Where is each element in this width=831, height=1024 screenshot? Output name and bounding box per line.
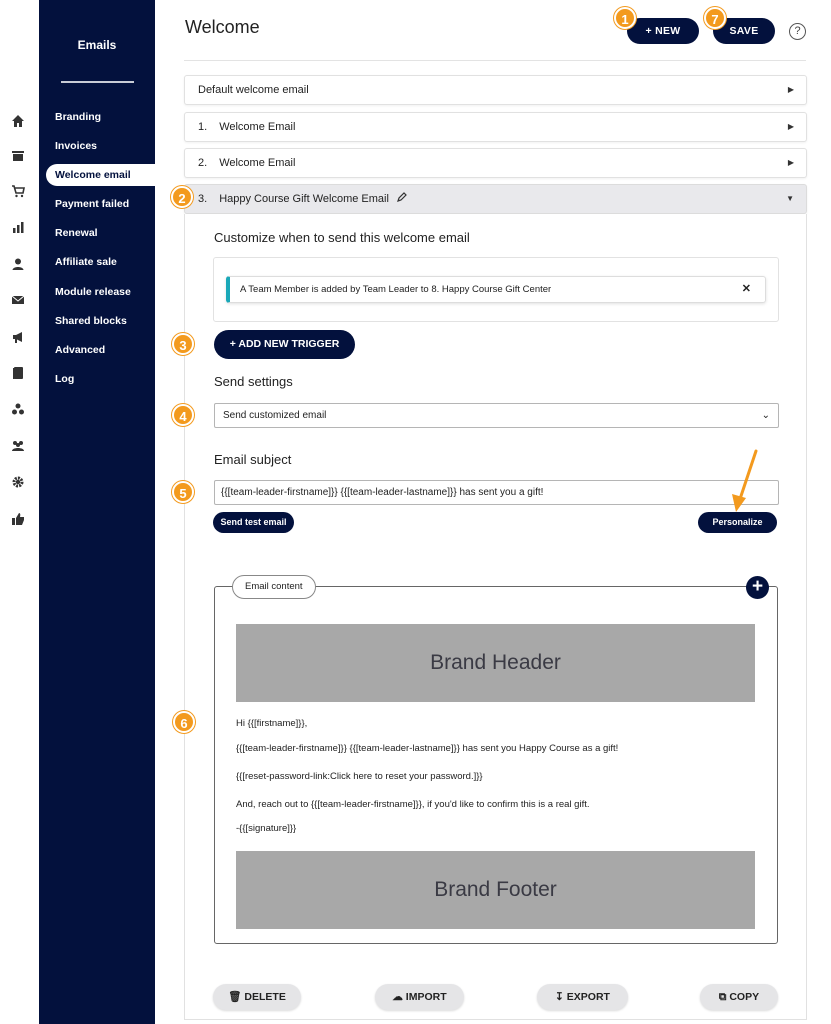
copy-label: COPY	[729, 991, 760, 1003]
accordion-number: 3.	[198, 193, 208, 205]
pencil-icon[interactable]	[397, 185, 407, 213]
email-body-line[interactable]: Hi {{[firstname]}},	[236, 718, 308, 729]
group-icon[interactable]	[11, 402, 25, 416]
email-body-line[interactable]: {{[team-leader-firstname]}} {{[team-leader-lastname]}} has sent you Happy Course as a gift!	[236, 743, 619, 754]
annotation-marker-4: 4	[172, 404, 194, 426]
sidebar	[39, 0, 155, 1024]
annotation-marker-5: 5	[172, 481, 194, 503]
accordion-label: Happy Course Gift Welcome Email	[219, 193, 389, 205]
sidebar-item-branding[interactable]: Branding	[55, 111, 102, 123]
accordion-label: Welcome Email	[219, 121, 296, 133]
sidebar-item-renewal[interactable]: Renewal	[55, 227, 98, 239]
accordion-number: 1.	[198, 121, 208, 133]
import-label: IMPORT	[405, 991, 447, 1003]
header-divider	[184, 60, 806, 61]
select-value: Send customized email	[223, 410, 327, 421]
trash-icon: 🗑︎	[228, 991, 242, 1003]
icon-rail	[0, 0, 38, 1024]
help-icon[interactable]: ?	[789, 23, 806, 40]
download-icon: ↧	[555, 991, 564, 1003]
mail-icon[interactable]	[11, 293, 25, 307]
annotation-marker-1: 1	[614, 7, 636, 29]
book-icon[interactable]	[11, 366, 25, 380]
annotation-marker-2: 2	[171, 186, 193, 208]
annotation-marker-6: 6	[173, 711, 195, 733]
subject-heading: Email subject	[214, 452, 292, 467]
caret-down-icon: ▼	[786, 194, 794, 203]
caret-right-icon: ▶	[787, 158, 794, 167]
import-button[interactable]	[375, 984, 464, 1010]
sidebar-item-welcome-email[interactable]: Welcome email	[46, 164, 161, 186]
delete-label: DELETE	[244, 991, 286, 1003]
annotation-marker-3: 3	[172, 333, 194, 355]
brand-header[interactable]: Brand Header	[236, 624, 755, 702]
accordion-label: Default welcome email	[198, 84, 309, 96]
sidebar-item-log[interactable]: Log	[55, 373, 75, 385]
accordion-label: Welcome Email	[219, 157, 296, 169]
accordion-welcome-email-2[interactable]	[184, 148, 807, 178]
page-title: Welcome	[185, 17, 260, 37]
trigger-chip	[226, 276, 766, 303]
caret-right-icon: ▶	[787, 85, 794, 94]
thumbs-up-icon[interactable]	[11, 512, 25, 526]
new-button[interactable]: + NEW	[627, 18, 699, 44]
add-block-icon[interactable]: +	[746, 576, 769, 599]
megaphone-icon[interactable]	[11, 330, 25, 344]
copy-icon: ⧉	[718, 991, 727, 1003]
bar-chart-icon[interactable]	[11, 220, 25, 234]
save-button[interactable]: SAVE	[713, 18, 775, 44]
export-button[interactable]	[537, 984, 628, 1010]
delete-button[interactable]	[213, 984, 301, 1010]
sidebar-title: Emails	[77, 38, 117, 52]
sidebar-item-shared-blocks[interactable]: Shared blocks	[55, 315, 127, 327]
sidebar-item-invoices[interactable]: Invoices	[55, 140, 98, 152]
annotation-marker-7: 7	[704, 7, 726, 29]
brand-footer[interactable]: Brand Footer	[236, 851, 755, 929]
gear-icon[interactable]	[11, 475, 25, 489]
sidebar-item-payment-failed[interactable]: Payment failed	[55, 198, 130, 210]
email-content-label: Email content	[232, 575, 316, 599]
accordion-welcome-email-1[interactable]	[184, 112, 807, 142]
sidebar-item-advanced[interactable]: Advanced	[55, 344, 106, 356]
cloud-upload-icon: ☁	[392, 991, 403, 1003]
export-label: EXPORT	[566, 991, 610, 1003]
customize-heading: Customize when to send this welcome email	[214, 230, 470, 245]
send-settings-heading: Send settings	[214, 374, 293, 389]
close-icon[interactable]: ✕	[741, 283, 751, 295]
user-icon[interactable]	[11, 257, 25, 271]
add-trigger-button[interactable]: + ADD NEW TRIGGER	[214, 330, 355, 359]
cart-icon[interactable]	[11, 184, 25, 198]
send-settings-select[interactable]	[214, 403, 779, 428]
team-icon[interactable]	[11, 439, 25, 453]
copy-button[interactable]	[700, 984, 778, 1010]
send-test-email-button[interactable]: Send test email	[213, 512, 294, 533]
trigger-text: A Team Member is added by Team Leader to 8. Happy Course Gift Center	[240, 284, 552, 295]
chevron-down-icon: ⌄	[761, 410, 770, 421]
accordion-number: 2.	[198, 157, 208, 169]
accordion-happy-course-gift[interactable]	[184, 184, 807, 214]
home-icon[interactable]	[11, 114, 25, 128]
personalize-button[interactable]: Personalize	[698, 512, 777, 533]
email-body-line[interactable]: And, reach out to {{[team-leader-firstname]}}, if you'd like to confirm this is a real gift.	[236, 799, 590, 810]
email-body-line[interactable]: -{{[signature]}}	[236, 823, 297, 834]
email-body-line[interactable]: {{[reset-password-link:Click here to reset your password.]}}	[236, 771, 483, 782]
caret-right-icon: ▶	[787, 122, 794, 131]
annotation-arrow	[726, 448, 762, 514]
accordion-default-welcome-email[interactable]	[184, 75, 807, 105]
sidebar-item-affiliate-sale[interactable]: Affiliate sale	[55, 256, 117, 268]
store-icon[interactable]	[11, 148, 25, 162]
sidebar-item-module-release[interactable]: Module release	[55, 286, 131, 298]
sidebar-divider	[61, 81, 134, 83]
subject-input[interactable]: {{[team-leader-firstname]}} {{[team-leader-lastname]}} has sent you a gift!	[214, 480, 779, 505]
